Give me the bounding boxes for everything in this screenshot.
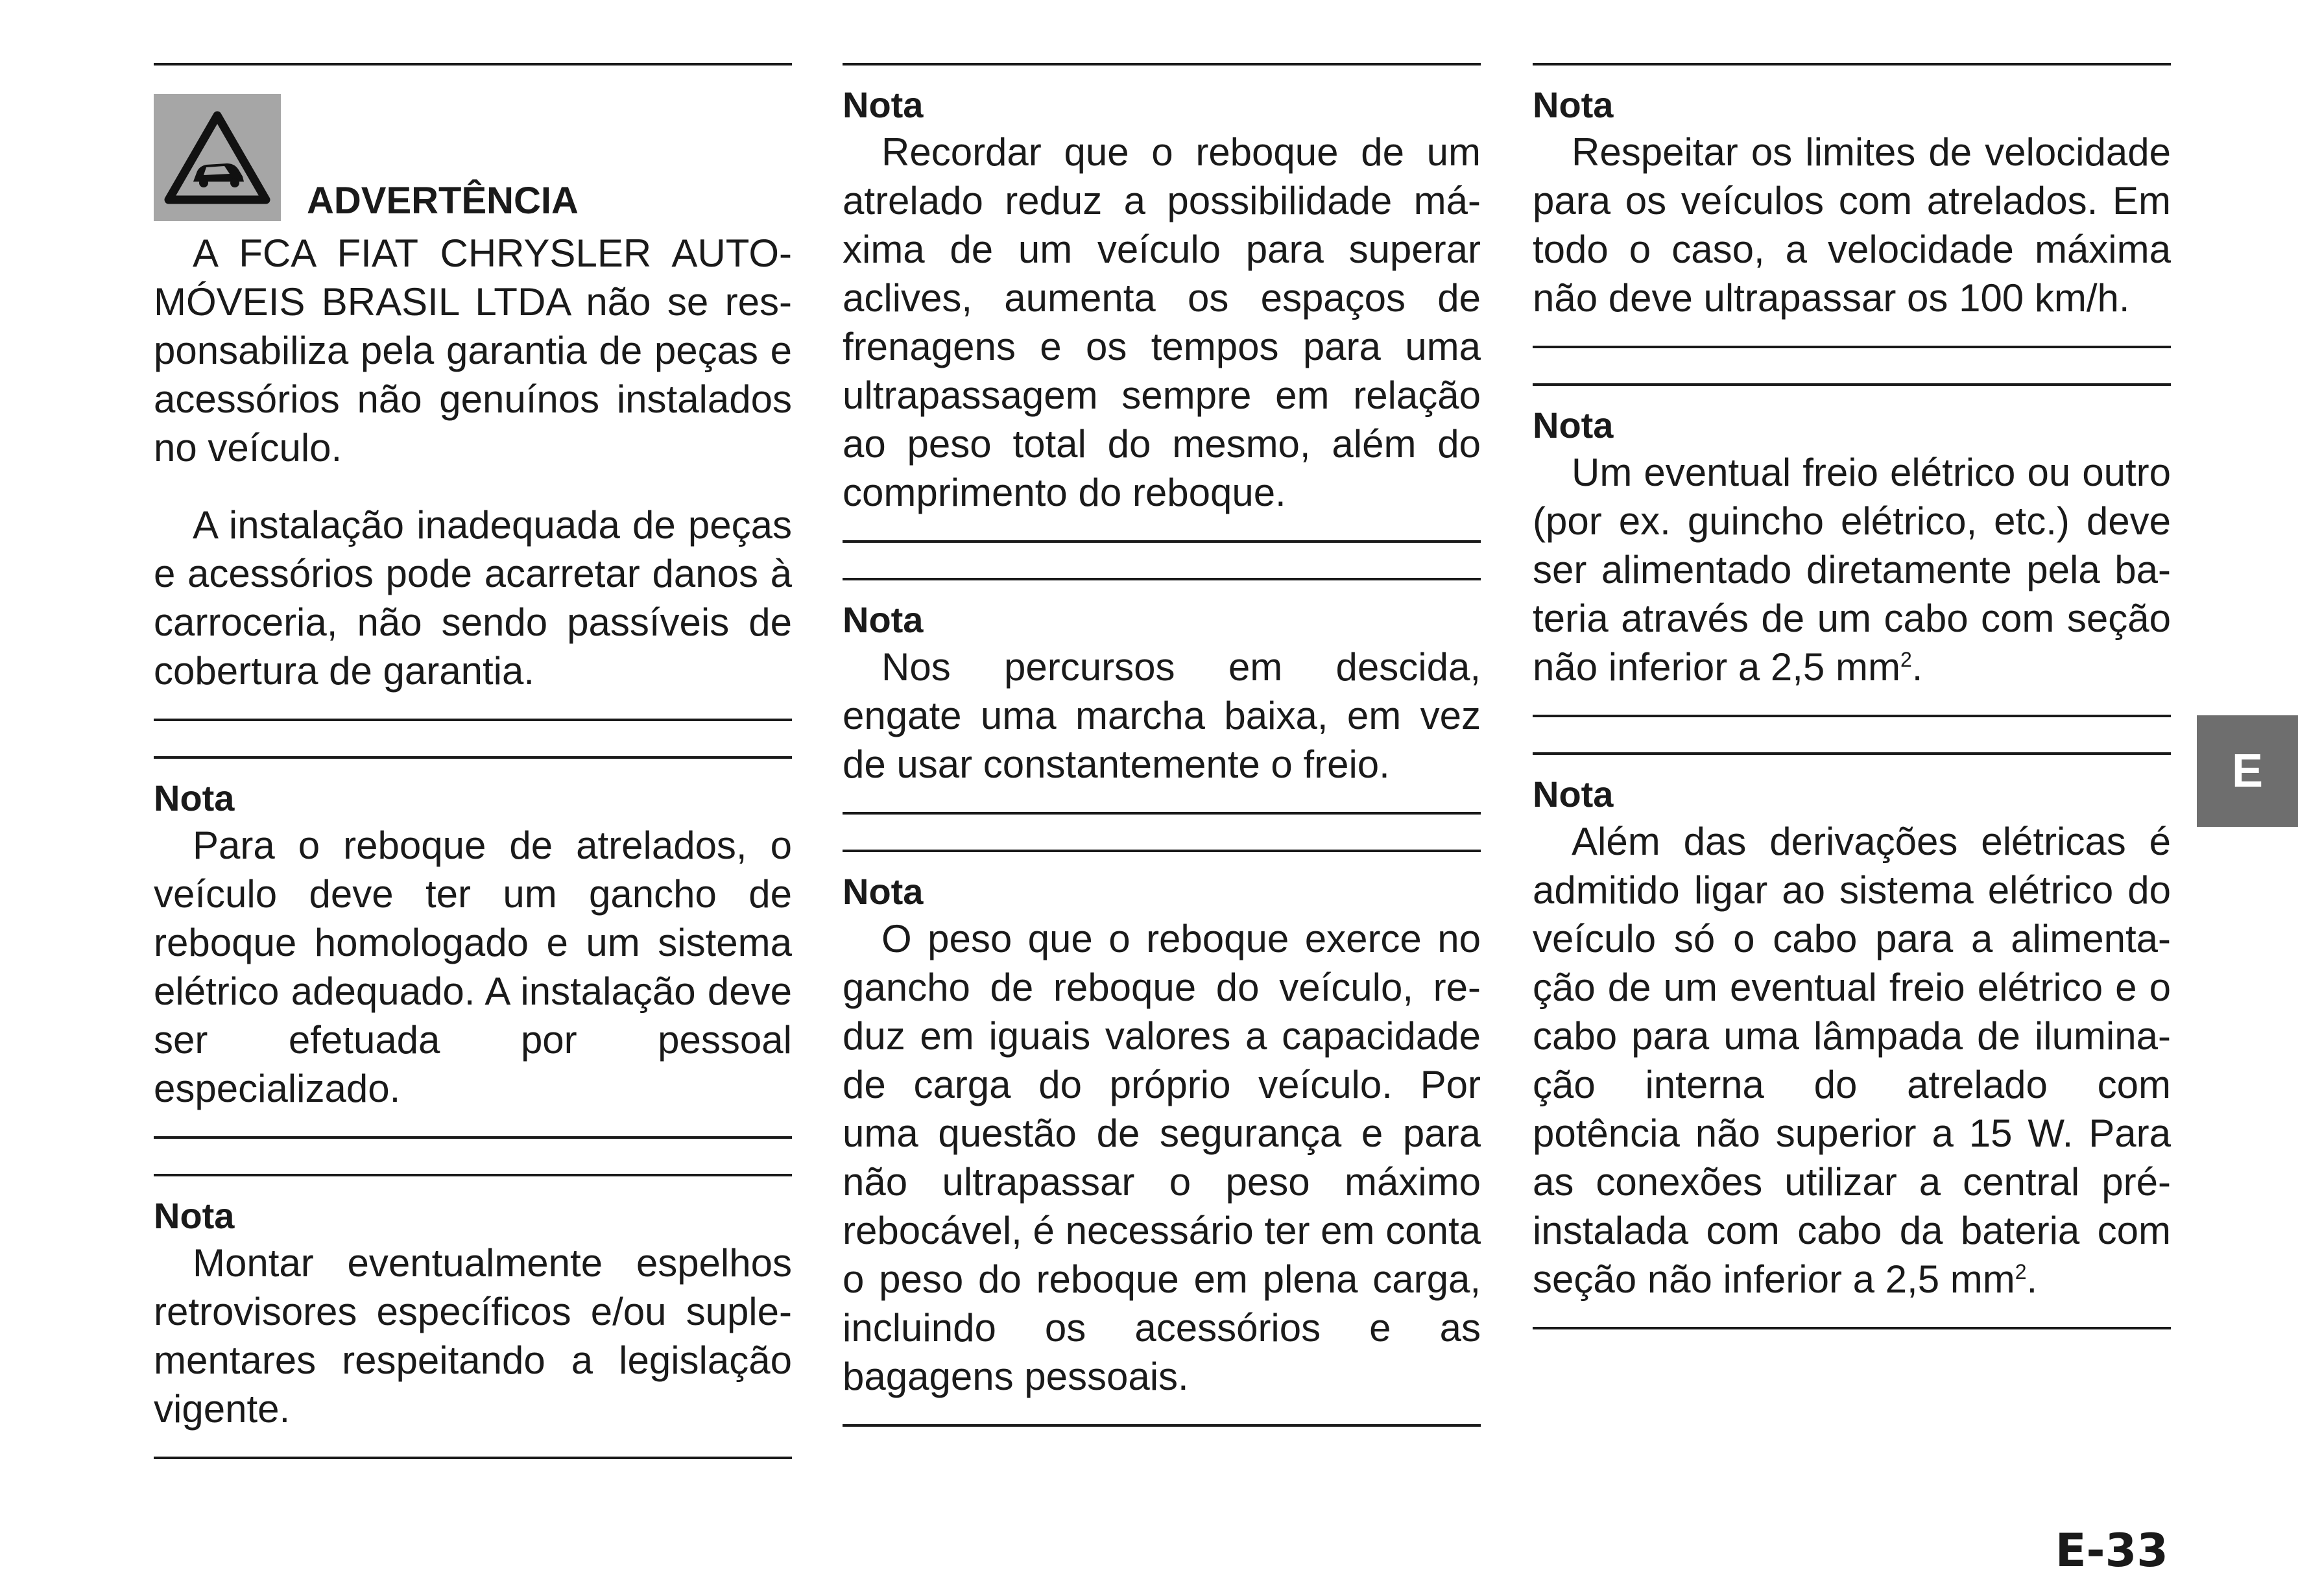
note-text-end: . <box>1911 645 1923 689</box>
note-text-end: . <box>2026 1257 2038 1301</box>
column-3 <box>1533 63 2171 1329</box>
note-title: Nota <box>1533 405 1614 446</box>
warning-header <box>154 94 792 221</box>
column-1 <box>154 63 792 1459</box>
note-text-main: Um eventual freio elétrico ou outro (por ex. guincho elétrico, etc.) deve ser alimentado diretamente pela bateria através de um cabo com seção não inferior a 2,5 mm <box>1533 451 2171 689</box>
note-title: Nota <box>154 1195 235 1236</box>
divider <box>843 63 1481 66</box>
note-title: Nota <box>843 599 924 640</box>
divider <box>1533 63 2171 66</box>
divider <box>154 63 792 66</box>
note-title: Nota <box>1533 774 1614 815</box>
divider <box>843 850 1481 852</box>
divider <box>1533 1327 2171 1329</box>
warning-triangle-car-icon <box>154 94 281 221</box>
divider <box>154 1174 792 1176</box>
note-title: Nota <box>843 84 924 125</box>
divider <box>154 756 792 759</box>
superscript: 2 <box>1900 648 1912 671</box>
note-title: Nota <box>154 778 235 818</box>
note-title: Nota <box>1533 84 1614 125</box>
section-tab: E <box>2197 715 2298 827</box>
note-text <box>1533 448 2171 691</box>
superscript: 2 <box>2015 1260 2027 1283</box>
note-text: Nos percursos em descida, engate uma marcha baixa, em vez de usar constantemente o freio. <box>843 645 1481 786</box>
page-number: E-33 <box>2055 1524 2168 1577</box>
warning-paragraph: A instalação inadequada de peças e acessórios pode acarretar danos à carroceria, não sendo passíveis de cobertura de garantia. <box>154 503 792 693</box>
note-text: Recordar que o reboque de um atrelado reduz a possibilidade máxima de um veículo para superar aclives, aumenta os espaços de frenagens e os tempos para uma ultrapassagem sempre em relação ao peso total do mesmo, além do comprimento do reboque. <box>843 130 1481 514</box>
divider <box>843 578 1481 580</box>
warning-label: ADVERTÊNCIA <box>307 180 579 222</box>
note-text: Montar eventualmente espelhos retrovisores específicos e/ou suplementares respeitando a legislação vigente. <box>154 1241 792 1431</box>
note-text <box>1533 817 2171 1304</box>
divider <box>1533 383 2171 386</box>
note-title: Nota <box>843 871 924 912</box>
note-text: Para o reboque de atrelados, o veículo deve ter um gancho de reboque homologado e um sistema elétrico adequado. A instalação deve ser efetuada por pessoal especializado. <box>154 824 792 1110</box>
note-text: Respeitar os limites de velocidade para os veículos com atrelados. Em todo o caso, a velocidade máxima não deve ultrapassar os 100 km/h. <box>1533 130 2171 320</box>
divider <box>843 1424 1481 1427</box>
divider <box>154 1457 792 1459</box>
note-text: O peso que o reboque exerce no gancho de reboque do veículo, reduz em iguais valores a capacidade de carga do próprio veículo. Por uma questão de segurança e para não ultrapassar o peso máximo rebocável, é necessário ter em conta o peso do reboque em plena carga, incluindo os acessórios e as bagagens pessoais. <box>843 917 1481 1398</box>
divider <box>1533 752 2171 755</box>
note-text-main: Além das derivações elétricas é admitido ligar ao sistema elétrico do veículo só o cabo para a alimentação de um eventual freio elétrico e o cabo para uma lâmpada de iluminação interna do atrelado com potência não superior a 15 W. Para as conexões utilizar a central pré-instalada com cabo da bateria com seção não inferior a 2,5 mm <box>1533 820 2171 1301</box>
column-2 <box>843 63 1481 1427</box>
warning-paragraph: A FCA FIAT CHRYSLER AUTOMÓVEIS BRASIL LTDA não se responsabiliza pela garantia de peças e acessórios não genuínos instalados no veículo. <box>154 232 792 470</box>
